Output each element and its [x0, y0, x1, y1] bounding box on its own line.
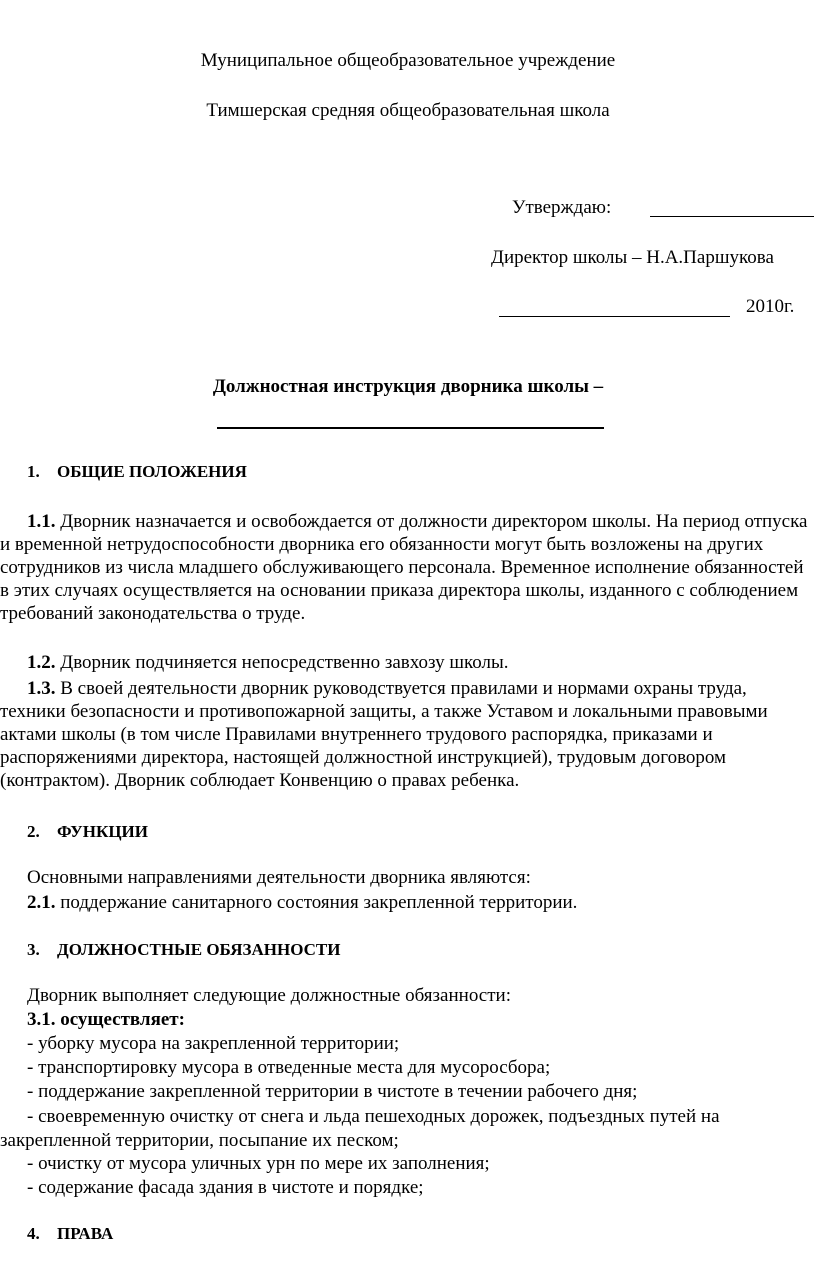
section3-number: 3.	[27, 940, 40, 959]
paragraph-1-3-number: 1.3.	[27, 678, 56, 699]
org-name-line1: Муниципальное общеобразовательное учреждение	[200, 50, 616, 71]
paragraph-1-2	[27, 651, 816, 674]
paragraph-1-1	[0, 510, 816, 625]
duty-item: - очистку от мусора уличных урн по мере их заполнения;	[27, 1153, 490, 1174]
paragraph-1-1-text: Дворник назначается и освобождается от должности директором школы. На период отпуска и временной нетрудоспособности дворника его обязанности могут быть возложены на других сотрудников из числа младшего обслуживающего персонала. Временное исполнение обязанностей в этих случаях осуществляется на основании приказа директора школы, изданного с соблюдением требований законодательства о труде.	[0, 511, 808, 624]
approval-year: 2010г.	[746, 296, 795, 317]
approve-label: Утверждаю:	[512, 197, 612, 218]
paragraph-2-1-number: 2.1.	[27, 892, 56, 913]
section1-number: 1.	[27, 462, 40, 481]
duty-item: - уборку мусора на закрепленной территории;	[27, 1033, 400, 1054]
paragraph-1-1-number: 1.1.	[27, 511, 56, 532]
director-line: Директор школы – Н.А.Паршукова	[491, 247, 774, 268]
paragraph-2-1	[27, 892, 577, 914]
paragraph-2-1-text: поддержание санитарного состояния закрепленной территории.	[55, 892, 578, 913]
document-title: Должностная инструкция дворника школы –	[212, 376, 604, 397]
section3-intro: Дворник выполняет следующие должностные обязанности:	[27, 985, 511, 1006]
section2-intro: Основными направлениями деятельности дворника являются:	[27, 867, 531, 888]
section3-sub-heading: 3.1. осуществляет:	[27, 1009, 185, 1030]
paragraph-1-3	[0, 677, 816, 792]
paragraph-1-3-text: В своей деятельности дворник руководствуется правилами и нормами охраны труда, техники безопасности и противопожарной защиты, а также Уставом и локальными правовыми актами школы (в том числе Правилами внутреннего трудового распорядка, приказами и распоряжениями директора, настоящей должностной инструкцией), трудовым договором (контрактом). Дворник соблюдает Конвенцию о правах ребенка.	[0, 678, 768, 791]
section3-heading: ДОЛЖНОСТНЫЕ ОБЯЗАННОСТИ	[57, 940, 341, 959]
section1-heading: ОБЩИЕ ПОЛОЖЕНИЯ	[57, 462, 247, 481]
duty-item: - своевременную очистку от снега и льда пешеходных дорожек, подъездных путей на закрепленной территории, посыпание их песком;	[0, 1106, 720, 1151]
duty-item: - поддержание закрепленной территории в чистоте в течении рабочего дня;	[27, 1081, 638, 1102]
section2-heading: ФУНКЦИИ	[57, 822, 149, 841]
signature-line	[650, 216, 814, 217]
section4-heading: ПРАВА	[57, 1224, 114, 1243]
section4-number: 4.	[27, 1224, 40, 1243]
paragraph-1-2-text: Дворник подчиняется непосредственно завхозу школы.	[55, 652, 509, 673]
duty-item: - содержание фасада здания в чистоте и порядке;	[27, 1177, 424, 1198]
date-line	[499, 316, 730, 317]
section2-number: 2.	[27, 822, 40, 841]
title-underline	[217, 427, 604, 429]
org-name-line2: Тимшерская средняя общеобразовательная школа	[206, 100, 610, 121]
duty-item: - транспортировку мусора в отведенные места для мусоросбора;	[27, 1057, 551, 1078]
paragraph-1-2-number: 1.2.	[27, 652, 56, 673]
